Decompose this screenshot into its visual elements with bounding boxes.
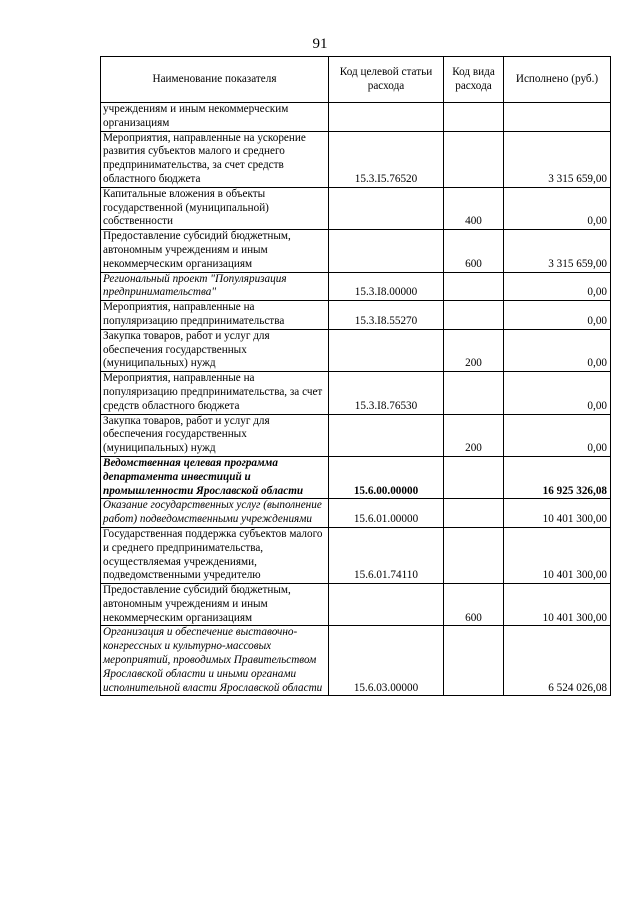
cell-type: 600 [444,230,504,272]
cell-code: 15.6.03.00000 [329,626,444,696]
cell-name: Государственная поддержка субъектов малого и среднего предпринимательства, осуществляемая учреждениями, подведомственными учредителю [101,527,329,583]
cell-code: 15.3.I5.76520 [329,131,444,187]
cell-type: 600 [444,584,504,626]
cell-amount: 3 315 659,00 [504,230,611,272]
header-name: Наименование показателя [101,57,329,103]
cell-type [444,372,504,414]
table-row [101,584,611,626]
cell-amount: 3 315 659,00 [504,131,611,187]
cell-amount: 0,00 [504,301,611,330]
cell-type [444,626,504,696]
table-row [101,626,611,696]
cell-type [444,103,504,132]
table-row [101,301,611,330]
table-header-row [101,57,611,103]
table-body [101,103,611,696]
cell-amount: 0,00 [504,329,611,371]
cell-name: Закупка товаров, работ и услуг для обеспечения государственных (муниципальных) нужд [101,329,329,371]
header-code: Код целевой статьи расхода [329,57,444,103]
cell-name: учреждениям и иным некоммерческим организациям [101,103,329,132]
cell-code: 15.3.I8.00000 [329,272,444,301]
cell-code [329,187,444,229]
table-row [101,230,611,272]
table-row [101,527,611,583]
table-row [101,414,611,456]
cell-type [444,499,504,528]
cell-code: 15.3.I8.55270 [329,301,444,330]
cell-code [329,414,444,456]
table-row [101,103,611,132]
cell-amount: 10 401 300,00 [504,527,611,583]
cell-code [329,584,444,626]
cell-name: Мероприятия, направленные на популяризацию предпринимательства [101,301,329,330]
cell-name: Организация и обеспечение выставочно-конгрессных и культурно-массовых мероприятий, проводимых Правительством Ярославской области и иными органами исполнительной власти Ярославской области [101,626,329,696]
cell-type [444,272,504,301]
cell-name: Закупка товаров, работ и услуг для обеспечения государственных (муниципальных) нужд [101,414,329,456]
cell-amount: 0,00 [504,414,611,456]
cell-name: Региональный проект "Популяризация предпринимательства" [101,272,329,301]
cell-name: Оказание государственных услуг (выполнение работ) подведомственными учреждениями [101,499,329,528]
table-row [101,372,611,414]
header-amount: Исполнено (руб.) [504,57,611,103]
cell-name: Мероприятия, направленные на ускорение развития субъектов малого и среднего предпринимательства, за счет средств областного бюджета [101,131,329,187]
cell-type [444,131,504,187]
table-row [101,456,611,498]
cell-type [444,527,504,583]
cell-code: 15.6.01.00000 [329,499,444,528]
budget-table [100,56,611,696]
cell-type: 400 [444,187,504,229]
page-number: 91 [312,36,328,52]
table-row [101,499,611,528]
cell-type [444,301,504,330]
cell-name: Капитальные вложения в объекты государственной (муниципальной) собственности [101,187,329,229]
header-type: Код вида расхода [444,57,504,103]
cell-amount: 16 925 326,08 [504,456,611,498]
cell-name: Мероприятия, направленные на популяризацию предпринимательства, за счет средств областного бюджета [101,372,329,414]
cell-amount: 10 401 300,00 [504,584,611,626]
cell-code: 15.6.00.00000 [329,456,444,498]
cell-name: Ведомственная целевая программа департамента инвестиций и промышленности Ярославской области [101,456,329,498]
cell-amount [504,103,611,132]
table-row [101,187,611,229]
cell-name: Предоставление субсидий бюджетным, автономным учреждениям и иным некоммерческим организациям [101,230,329,272]
cell-amount: 0,00 [504,372,611,414]
cell-code [329,230,444,272]
cell-type: 200 [444,329,504,371]
cell-code [329,103,444,132]
cell-type [444,456,504,498]
table-row [101,329,611,371]
cell-code: 15.3.I8.76530 [329,372,444,414]
cell-code: 15.6.01.74110 [329,527,444,583]
cell-amount: 10 401 300,00 [504,499,611,528]
table-row [101,272,611,301]
cell-type: 200 [444,414,504,456]
cell-amount: 6 524 026,08 [504,626,611,696]
cell-code [329,329,444,371]
cell-amount: 0,00 [504,187,611,229]
cell-name: Предоставление субсидий бюджетным, автономным учреждениям и иным некоммерческим организациям [101,584,329,626]
cell-amount: 0,00 [504,272,611,301]
table-row [101,131,611,187]
